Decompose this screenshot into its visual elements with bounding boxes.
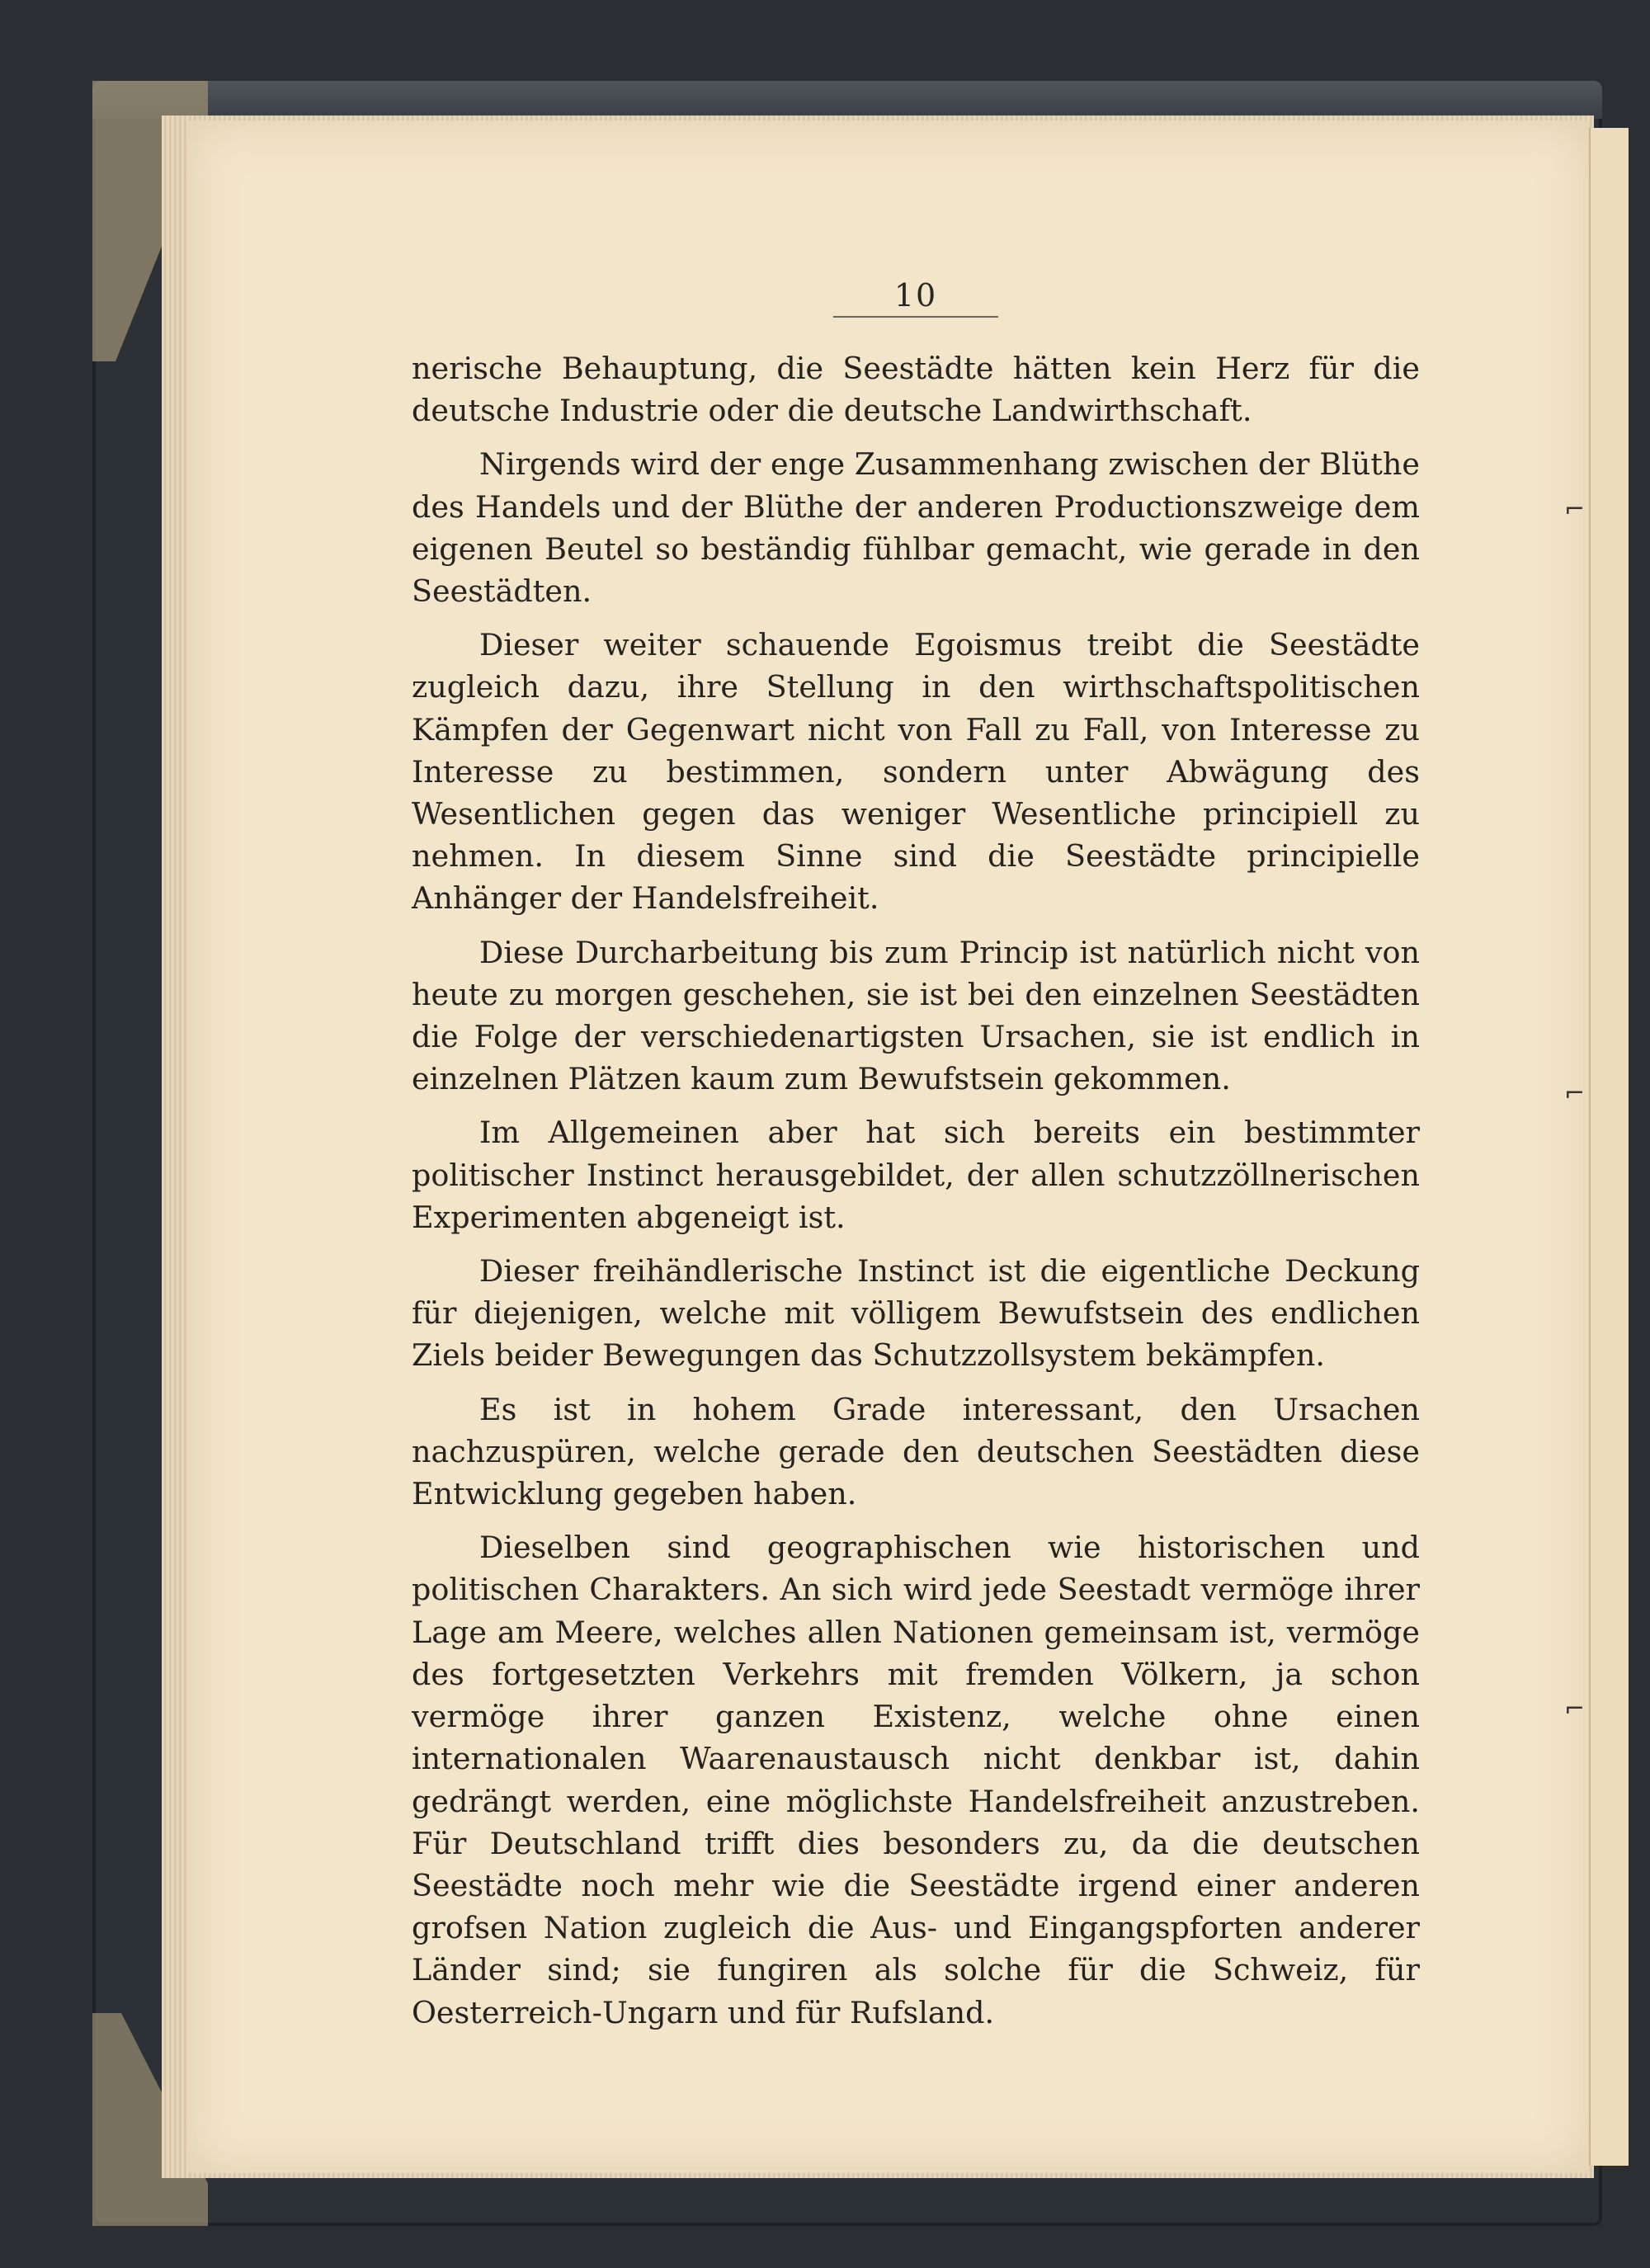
margin-tick-mark: ⌐ (1564, 495, 1586, 524)
paragraph: Dieselben sind geographischen wie historischen und politischen Charakters. An sich wird jede Seestadt vermöge ihrer Lage am Meere, welches allen Nationen gemeinsam ist, vermöge des fortgesetzten Verkehrs mit fremden Völkern, ja schon vermöge ihrer ganzen Existenz, welche ohne einen internationalen Waarenaustausch nicht denkbar ist, dahin gedrängt werden, eine möglichste Handelsfreiheit anzustreben. Für Deutschland trifft dies besonders zu, da die deutschen Seestädte noch mehr wie die Seestädte irgend einer anderen grofsen Nation zugleich die Aus- und Eingangspforten anderer Länder sind; sie fungiren als solche für die Schweiz, für Oesterreich-Ungarn und für Rufsland. (412, 1530, 1420, 2030)
paragraph: Im Allgemeinen aber hat sich bereits ein bestimmter politischer Instinct herausgebildet, der allen schutzzöllnerischen Experimenten abgeneigt ist. (412, 1115, 1420, 1235)
page-text (412, 347, 1420, 2045)
cover-top-edge (92, 81, 1602, 119)
paragraph: nerische Behauptung, die Seestädte hätten kein Herz für die deutsche Industrie oder die deutsche Landwirthschaft. (412, 351, 1420, 429)
facing-page-edge (1589, 128, 1629, 2166)
margin-tick-mark: ⌐ (1564, 1695, 1586, 1723)
page-number: 10 (893, 277, 938, 314)
margin-tick-mark: ⌐ (1564, 1079, 1586, 1108)
paragraph: Dieser weiter schauende Egoismus treibt die Seestädte zugleich dazu, ihre Stellung in den wirthschaftspolitischen Kämpfen der Gegenwart nicht von Fall zu Fall, von Interesse zu Interesse zu bestimmen, sondern unter Abwägung des Wesentlichen gegen das weniger Wesentliche principiell zu nehmen. In diesem Sinne sind die Seestädte principielle Anhänger der Handelsfreiheit. (412, 627, 1420, 917)
paragraph: Nirgends wird der enge Zusammenhang zwischen der Blüthe des Handels und der Blüthe der anderen Productionszweige dem eigenen Beutel so beständig fühlbar gemacht, wie gerade in den Seestädten. (412, 446, 1420, 610)
header-rule (833, 316, 998, 318)
paragraph: Dieser freihändlerische Instinct ist die eigentliche Deckung für diejenigen, welche mit völligem Bewufstsein des endlichen Ziels beider Bewegungen das Schutzzollsystem bekämpfen. (412, 1253, 1420, 1374)
paragraph: Es ist in hohem Grade interessant, den Ursachen nachzuspüren, welche gerade den deutschen Seestädten diese Entwicklung gegeben haben. (412, 1391, 1420, 1512)
paragraph: Diese Durcharbeitung bis zum Princip ist natürlich nicht von heute zu morgen geschehen, sie ist bei den einzelnen Seestädten die Folge der verschiedenartigsten Ursachen, sie ist endlich in einzelnen Plätzen kaum zum Bewufstsein gekommen. (412, 934, 1420, 1097)
